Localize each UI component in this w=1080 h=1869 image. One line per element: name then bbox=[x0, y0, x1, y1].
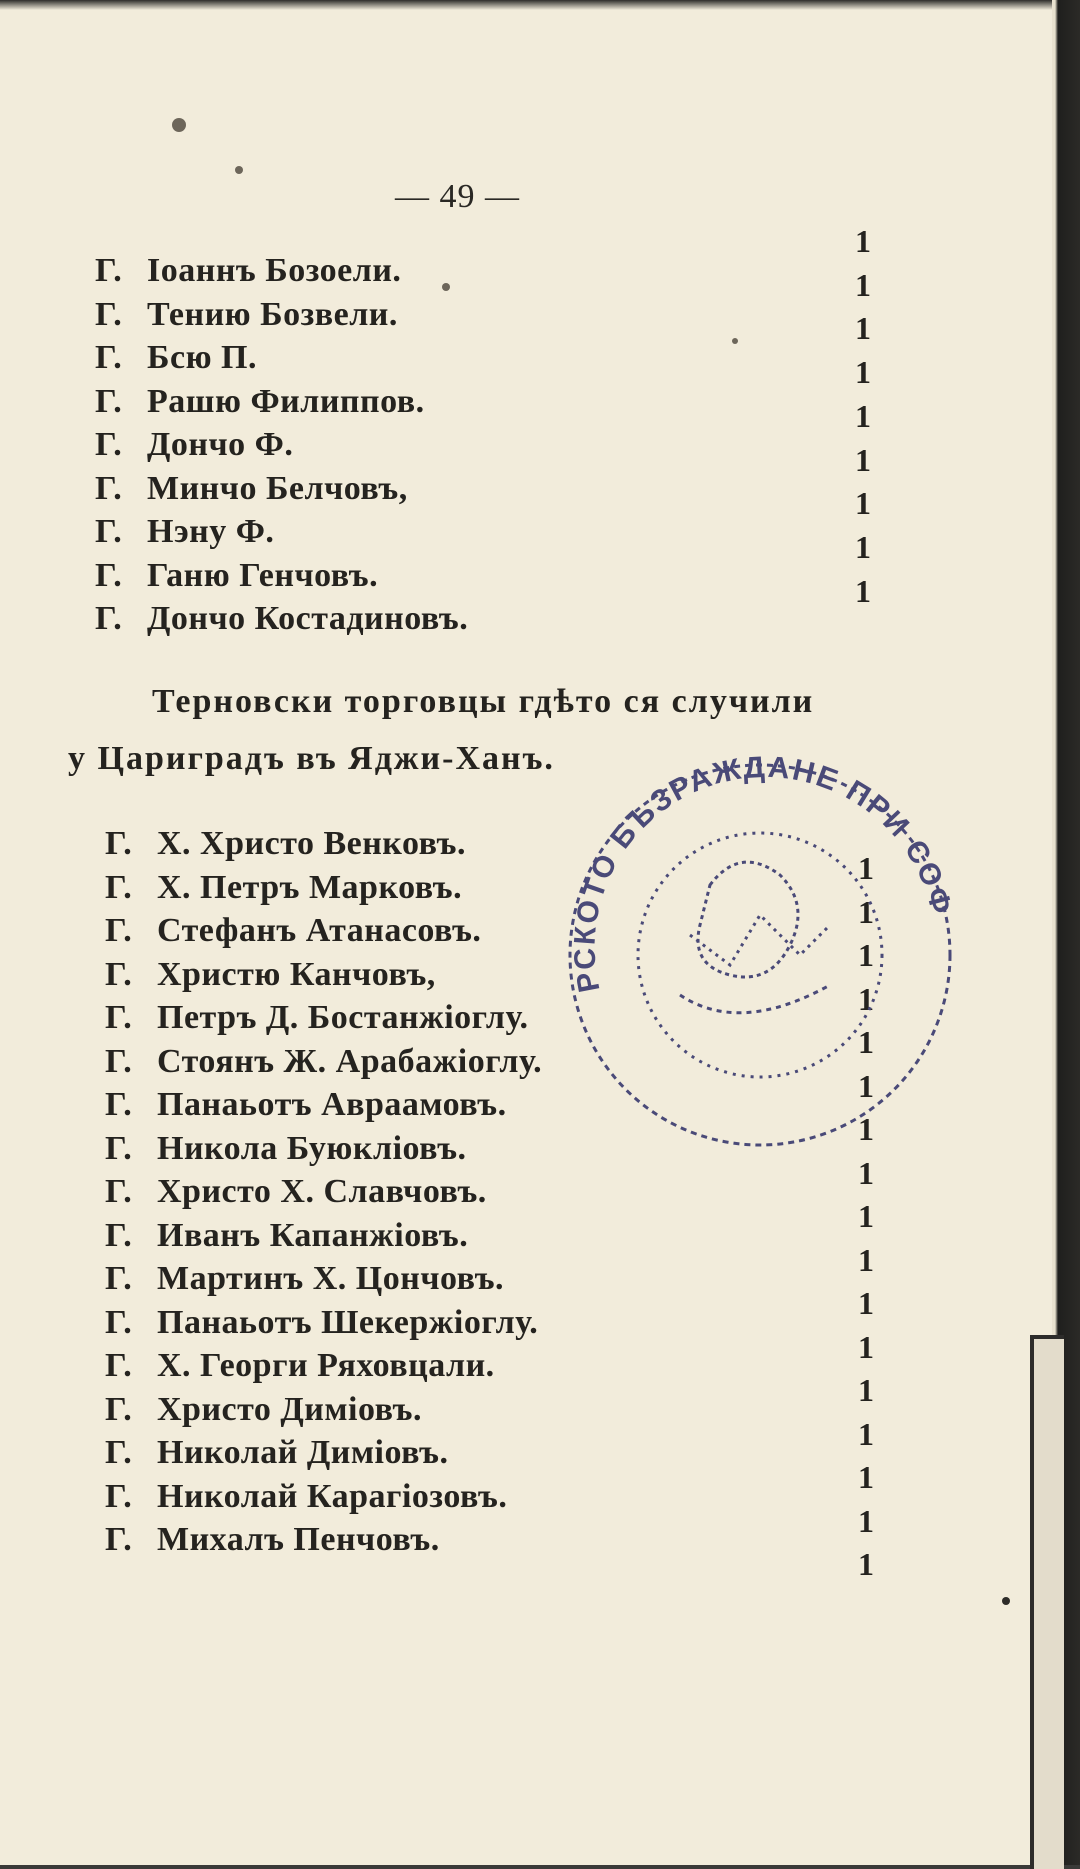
honorific: Г. bbox=[95, 556, 123, 594]
subscriber-name: Тению Бозвели. bbox=[147, 295, 398, 333]
copy-count: 1 bbox=[858, 980, 874, 1017]
copy-count: 1 bbox=[858, 1372, 874, 1408]
list-entry bbox=[95, 470, 408, 508]
subscriber-name: Бсю П. bbox=[147, 339, 257, 376]
honorific: Г. bbox=[105, 955, 133, 993]
list-entry bbox=[105, 1434, 448, 1472]
list-entry bbox=[105, 1304, 538, 1342]
subscriber-name: Нэну Ф. bbox=[147, 513, 275, 550]
subscriber-name: Х. Георги Ряховцали. bbox=[157, 1347, 495, 1384]
honorific: Г. bbox=[105, 1347, 133, 1384]
list-entry bbox=[105, 1478, 507, 1516]
honorific: Г. bbox=[105, 1042, 133, 1080]
honorific: Г. bbox=[95, 252, 123, 289]
ink-speck bbox=[442, 283, 450, 291]
subscriber-name: Николай Карагіозовъ. bbox=[157, 1477, 508, 1515]
copy-count: 1 bbox=[858, 1546, 874, 1582]
copy-count: 1 bbox=[858, 1502, 874, 1539]
copy-count: 1 bbox=[858, 937, 874, 973]
list-entry bbox=[105, 1086, 507, 1124]
subscriber-name: Рашю Филиппов. bbox=[147, 382, 425, 420]
list-entry bbox=[105, 999, 529, 1037]
list-entry bbox=[105, 1260, 504, 1298]
subscriber-name: Мартинъ Х. Цончовъ. bbox=[157, 1260, 505, 1297]
list-entry bbox=[105, 1217, 468, 1255]
copy-count: 1 bbox=[855, 528, 871, 565]
honorific: Г. bbox=[105, 1434, 133, 1471]
list-entry bbox=[105, 912, 481, 950]
honorific: Г. bbox=[105, 912, 133, 949]
subscriber-name: Стефанъ Атанасовъ. bbox=[157, 912, 482, 949]
subscriber-name: Іоаннъ Бозоели. bbox=[147, 252, 402, 289]
subscriber-name: Панаьотъ Авраамовъ. bbox=[157, 1086, 507, 1123]
section-heading-line-2: у Цариградъ въ Яджи-Ханъ. bbox=[68, 740, 555, 777]
honorific: Г. bbox=[105, 1086, 133, 1123]
svg-text:РСКОТО БЪЗРАЖДАНЕ ПРИ СОФ bbox=[568, 751, 958, 995]
subscriber-name: Христо Х. Славчовъ. bbox=[157, 1173, 487, 1210]
copy-count: 1 bbox=[855, 485, 871, 522]
honorific: Г. bbox=[95, 469, 123, 507]
copy-count: 1 bbox=[855, 354, 871, 391]
copy-count: 1 bbox=[858, 1285, 874, 1321]
ink-speck bbox=[235, 166, 243, 174]
list-entry bbox=[95, 252, 401, 290]
honorific: Г. bbox=[105, 1260, 133, 1297]
honorific: Г. bbox=[105, 825, 133, 862]
honorific: Г. bbox=[105, 1390, 133, 1428]
section-heading-line-1: Терновски торговцы гдѣто ся случили bbox=[152, 683, 815, 720]
honorific: Г. bbox=[95, 295, 123, 333]
copy-count: 1 bbox=[855, 572, 871, 609]
honorific: Г. bbox=[105, 999, 133, 1036]
copy-count: 1 bbox=[858, 850, 874, 886]
copy-count: 1 bbox=[855, 397, 871, 434]
subscriber-name: Минчо Белчовъ, bbox=[147, 469, 408, 507]
honorific: Г. bbox=[105, 1173, 133, 1210]
honorific: Г. bbox=[105, 868, 133, 906]
copy-count: 1 bbox=[858, 893, 874, 930]
stamp-text: РСКОТО БЪЗРАЖДАНЕ ПРИ СОФ bbox=[568, 750, 959, 996]
copy-count: 1 bbox=[855, 266, 871, 303]
subscriber-name: Стоянъ Ж. Арабажіоглу. bbox=[157, 1042, 543, 1080]
list-entry bbox=[105, 825, 466, 863]
copy-count: 1 bbox=[858, 1328, 874, 1365]
scan-shadow bbox=[0, 0, 1060, 10]
honorific: Г. bbox=[105, 1303, 133, 1341]
subscriber-name: Никола Буюкліовъ. bbox=[157, 1129, 467, 1167]
copy-count: 1 bbox=[858, 1111, 874, 1147]
next-page-edge bbox=[1030, 1335, 1064, 1869]
subscriber-name: Дончо Ф. bbox=[147, 426, 294, 463]
ink-speck bbox=[732, 338, 738, 344]
copy-count: 1 bbox=[858, 1198, 874, 1234]
subscriber-name: Панаьотъ Шекержіоглу. bbox=[157, 1303, 539, 1341]
honorific: Г. bbox=[95, 426, 123, 463]
subscriber-name: Николай Диміовъ. bbox=[157, 1434, 449, 1471]
list-entry bbox=[95, 600, 468, 638]
subscriber-name: Иванъ Капанжіовъ. bbox=[157, 1216, 469, 1254]
list-entry bbox=[105, 1130, 467, 1168]
list-entry bbox=[95, 513, 274, 551]
copy-count: 1 bbox=[858, 1067, 874, 1104]
honorific: Г. bbox=[95, 600, 123, 637]
list-entry bbox=[105, 1173, 487, 1211]
list-entry bbox=[105, 869, 462, 907]
honorific: Г. bbox=[95, 339, 123, 376]
subscriber-name: Михалъ Пенчовъ. bbox=[157, 1521, 440, 1558]
subscriber-name: Петръ Д. Бостанжіоглу. bbox=[157, 999, 529, 1036]
honorific: Г. bbox=[105, 1521, 133, 1558]
honorific: Г. bbox=[105, 1216, 133, 1254]
list-entry bbox=[95, 557, 378, 595]
subscriber-name: Х. Христо Венковъ. bbox=[157, 825, 466, 862]
copy-count: 1 bbox=[858, 1241, 874, 1278]
list-entry bbox=[95, 383, 425, 421]
copy-count: 1 bbox=[858, 1459, 874, 1495]
subscriber-name: Ганю Генчовъ. bbox=[147, 556, 379, 594]
ink-speck bbox=[172, 118, 186, 132]
list-entry bbox=[105, 1391, 422, 1429]
list-entry bbox=[105, 1347, 495, 1385]
library-stamp bbox=[540, 735, 980, 1175]
copy-count: 1 bbox=[855, 310, 871, 347]
subscriber-name: Христю Канчовъ, bbox=[157, 955, 436, 993]
subscriber-name: Дончо Костадиновъ. bbox=[147, 600, 469, 637]
list-entry bbox=[105, 956, 436, 994]
copy-count: 1 bbox=[858, 1024, 874, 1060]
honorific: Г. bbox=[105, 1477, 133, 1515]
copy-count: 1 bbox=[858, 1154, 874, 1191]
honorific: Г. bbox=[105, 1129, 133, 1167]
copy-count: 1 bbox=[855, 441, 871, 478]
copy-count: 1 bbox=[858, 1415, 874, 1452]
honorific: Г. bbox=[95, 513, 123, 550]
list-entry bbox=[105, 1521, 440, 1559]
list-entry bbox=[95, 426, 293, 464]
honorific: Г. bbox=[95, 382, 123, 420]
list-entry bbox=[95, 339, 257, 377]
list-entry bbox=[95, 296, 398, 334]
subscriber-name: Христо Диміовъ. bbox=[157, 1390, 422, 1428]
ink-speck bbox=[1002, 1597, 1010, 1605]
copy-count: 1 bbox=[855, 223, 871, 259]
page-number: — 49 — bbox=[395, 178, 520, 215]
list-entry bbox=[105, 1043, 542, 1081]
subscriber-name: Х. Петръ Марковъ. bbox=[157, 868, 463, 906]
